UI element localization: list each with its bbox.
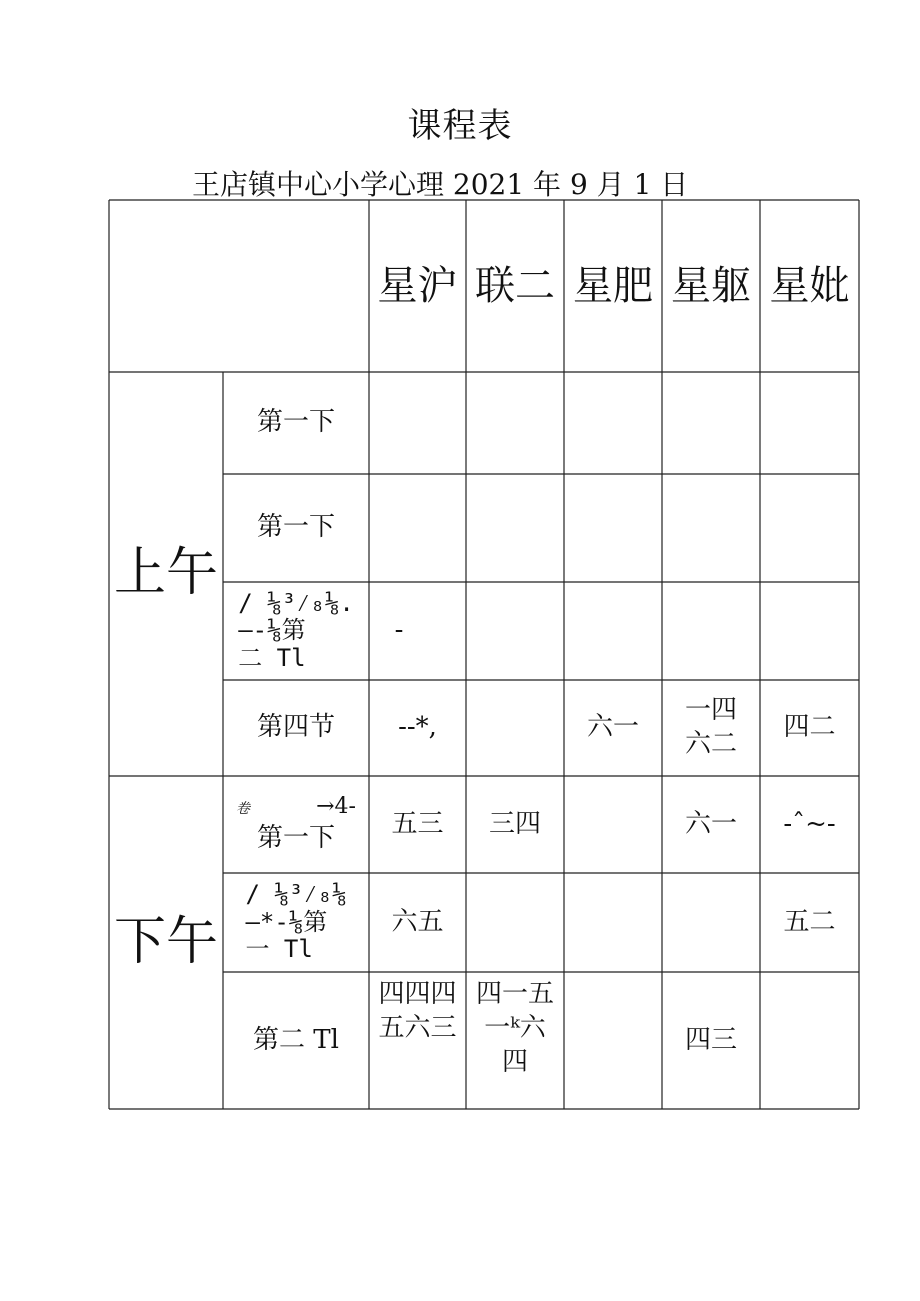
afternoon-p3-day2: 四一五 一ᵏ六 四 — [475, 979, 554, 1077]
afternoon-p2-day1: 六五 — [391, 906, 444, 937]
header-day-5: 星妣 — [769, 263, 850, 309]
afternoon-period-2: / ⅛³⁄₈⅛ —*-⅛第 一 Tl — [245, 880, 347, 964]
afternoon-p1-day1: 五三 — [391, 808, 444, 839]
afternoon-p1-day4: 六一 — [684, 808, 737, 839]
morning-p4-day3: 六一 — [586, 712, 639, 743]
morning-label: 上午 — [113, 543, 218, 604]
afternoon-p1-day5: -ˆ~- — [783, 808, 836, 839]
header-day-2: 联二 — [475, 263, 555, 309]
morning-p4-day1: --*, — [398, 712, 437, 743]
page-title: 课程表 — [407, 106, 513, 146]
header-day-3: 星肥 — [573, 263, 653, 309]
afternoon-p1-day2: 三四 — [488, 808, 541, 839]
morning-p4-day4: 一四 六二 — [684, 695, 737, 759]
morning-p3-day1: - — [394, 615, 404, 646]
header-day-1: 星沪 — [377, 263, 458, 309]
afternoon-p2-day5: 五二 — [783, 906, 836, 937]
page-subtitle: 王店镇中心小学心理 2021 年 9 月 1 日 — [192, 168, 689, 201]
morning-period-3: / ⅛³⁄₈⅛. —-⅛第 二 Tl — [238, 588, 354, 672]
afternoon-p3-day1: 四四四 五六三 — [378, 979, 457, 1043]
morning-p4-day5: 四二 — [783, 712, 836, 743]
afternoon-period-3: 第二 Tl — [253, 1024, 339, 1055]
afternoon-period-1-suffix: →4- — [316, 794, 356, 820]
afternoon-p3-day4: 四三 — [684, 1024, 737, 1055]
morning-p4-day2 — [466, 680, 564, 776]
afternoon-period-1-cell — [223, 776, 369, 873]
header-day-4: 星躯 — [671, 263, 751, 309]
morning-period-2: 第一下 — [256, 512, 335, 543]
afternoon-period-1: 第一下 — [256, 822, 335, 853]
morning-period-4: 第四节 — [256, 712, 335, 743]
morning-period-1: 第一下 — [256, 407, 335, 438]
afternoon-period-1-prefix: 卷 — [236, 801, 250, 818]
afternoon-label: 下午 — [113, 911, 218, 972]
